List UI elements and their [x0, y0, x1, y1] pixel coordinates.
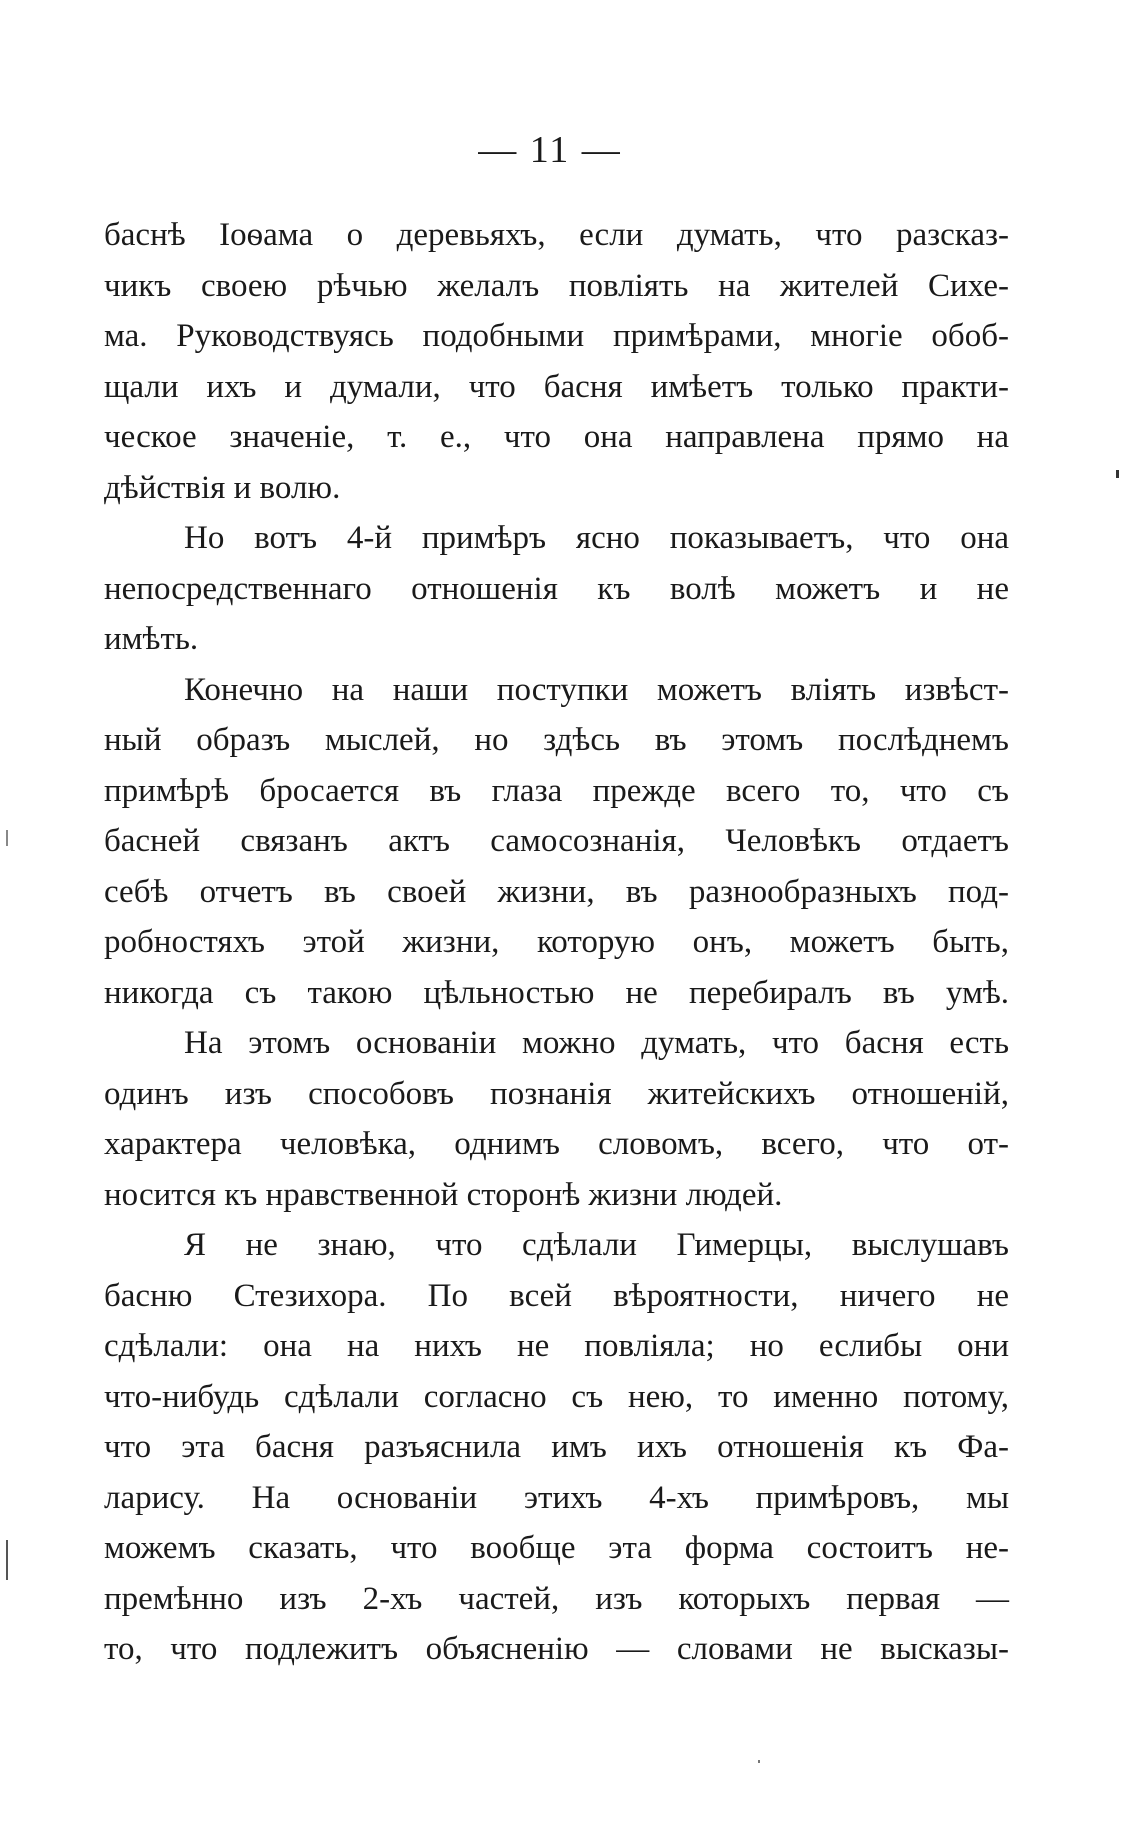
text-line: чикъ своею рѣчью желалъ повліять на жителей Сихе-: [104, 267, 1009, 304]
text-line: премѣнно изъ 2-хъ частей, изъ которыхъ первая —: [104, 1580, 1009, 1617]
scan-speck: [758, 1760, 760, 1763]
text-line: примѣрѣ бросается въ глаза прежде всего то, что съ: [104, 772, 1009, 809]
text-line: то, что подлежитъ объясненію — словами не высказы-: [104, 1631, 1009, 1667]
text-line: щали ихъ и думали, что басня имѣетъ только практи-: [104, 368, 1009, 405]
text-line: Конечно на наши поступки можетъ вліять извѣст-: [184, 671, 1009, 708]
paragraph: [104, 665, 1009, 1019]
scan-speck: [1116, 470, 1119, 478]
scan-speck: [6, 830, 8, 846]
text-line: ный образъ мыслей, но здѣсь въ этомъ послѣднемъ: [104, 722, 1009, 758]
body-text: [104, 210, 1009, 1675]
text-line: ческое значеніе, т. е., что она направлена прямо на: [104, 419, 1009, 455]
text-line: характера человѣка, однимъ словомъ, всего, что от-: [104, 1126, 1009, 1162]
page-number: — 11 —: [478, 129, 622, 171]
text-line: имѣть.: [104, 621, 199, 657]
text-line: что эта басня разъяснила имъ ихъ отношенія къ Фа-: [104, 1429, 1009, 1465]
text-line: одинъ изъ способовъ познанія житейскихъ отношеній,: [104, 1075, 1009, 1112]
text-line: себѣ отчетъ въ своей жизни, въ разнообразныхъ под-: [104, 873, 1009, 910]
text-line: что-нибудь сдѣлали согласно съ нею, то именно потому,: [104, 1378, 1009, 1415]
text-line: басню Стезихора. По всей вѣроятности, ничего не: [104, 1277, 1009, 1314]
text-line: никогда съ такою цѣльностью не перебиралъ въ умѣ.: [104, 974, 1009, 1011]
text-line: робностяхъ этой жизни, которую онъ, можетъ быть,: [104, 924, 1009, 960]
paragraph: [104, 1018, 1009, 1220]
scan-speck: [6, 1540, 8, 1580]
text-line: можемъ сказать, что вообще эта форма состоитъ не-: [104, 1530, 1009, 1566]
text-line: ма. Руководствуясь подобными примѣрами, многіе обоб-: [104, 318, 1009, 354]
text-line: басней связанъ актъ самосознанія, Человѣкъ отдаетъ: [104, 823, 1009, 859]
text-line: баснѣ Іоѳама о деревьяхъ, если думать, что разсказ-: [104, 217, 1009, 253]
text-line: На этомъ основаніи можно думать, что басня есть: [184, 1025, 1009, 1061]
paragraph: [104, 513, 1009, 665]
text-line: дѣйствія и волю.: [104, 469, 341, 506]
paragraph: [104, 1220, 1009, 1675]
text-line: сдѣлали: она на нихъ не повліяла; но еслибы они: [104, 1328, 1009, 1364]
text-line: Я не знаю, что сдѣлали Гимерцы, выслушавъ: [184, 1227, 1009, 1263]
paragraph: [104, 210, 1009, 513]
text-line: носится къ нравственной сторонѣ жизни людей.: [104, 1176, 783, 1213]
text-line: Но вотъ 4-й примѣръ ясно показываетъ, что она: [184, 520, 1009, 556]
text-line: ларису. На основаніи этихъ 4-хъ примѣровъ, мы: [104, 1479, 1009, 1516]
text-line: непосредственнаго отношенія къ волѣ можетъ и не: [104, 570, 1009, 607]
